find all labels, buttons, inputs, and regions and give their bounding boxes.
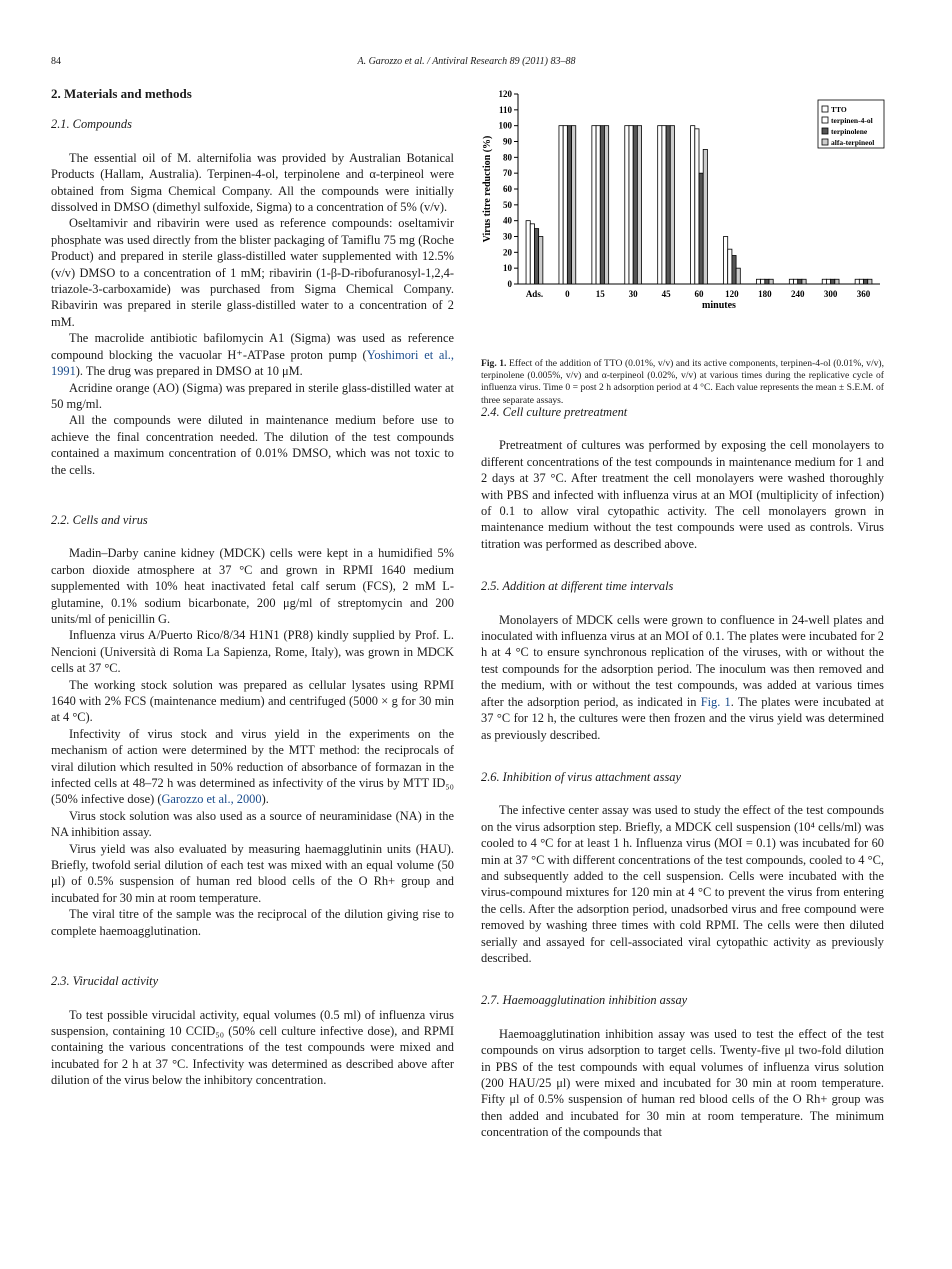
y-tick-label: 50 bbox=[503, 199, 512, 210]
bar bbox=[604, 126, 608, 284]
y-tick-label: 10 bbox=[503, 263, 512, 274]
legend-label: TTO bbox=[831, 105, 847, 114]
paragraph: Virus yield was also evaluated by measuring haemagglutinin units (HAU). Briefly, twofold serial dilution of each test was mixed with an equal volume (50 μl) of 0.5% suspension of human red blood cells of the O Rh+ group and incubated for 30 min at room temperature. bbox=[51, 841, 454, 905]
bar bbox=[728, 249, 732, 284]
y-tick-label: 90 bbox=[503, 136, 512, 147]
bar bbox=[802, 279, 806, 284]
bar bbox=[691, 126, 695, 284]
paragraph: Pretreatment of cultures was performed by exposing the cell monolayers to different concentrations of the test compounds in maintenance medium for 1 and 2 days at 37 °C. After treatment the cell monolayers were washed thoroughly with PBS and infected with influenza virus at an MOI (multiplicity of infection) of 0.1 to allow viral cytopathic activity. The cell monolayers grown in maintenance medium without the test compounds were used as controls. Virus titration was performed as described above. bbox=[481, 438, 884, 551]
figure-caption bbox=[481, 358, 884, 407]
paragraph: All the compounds were diluted in maintenance medium before use to achieve the final concentration needed. The dilution of the test compounds contained a maximum concentration of 0.01% DMSO, which was not toxic to the cells. bbox=[51, 413, 454, 477]
x-tick-label: 240 bbox=[790, 289, 805, 299]
bar bbox=[859, 279, 863, 284]
y-tick-label: 100 bbox=[498, 120, 512, 131]
y-tick-label: 0 bbox=[507, 279, 512, 289]
bar bbox=[769, 279, 773, 284]
bar bbox=[658, 126, 662, 284]
figure-1 bbox=[480, 86, 885, 311]
paragraph: Acridine orange (AO) (Sigma) was prepared in sterile glass-distilled water at 50 mg/ml. bbox=[51, 380, 454, 411]
caption-text: Effect of the addition of TTO (0.01%, v/v) and its active components, terpinen-4-ol (0.01%, v/v), terpinolene (0.005%, v/v) and α-terpineol (0.02%, v/v) at various times during the replicative cycle of influenza virus. Time 0 = post 2 h adsorption period at 4 °C. Each value represents the mean ± S.E.M. of three separate assays. bbox=[481, 358, 884, 406]
paragraph: Virus stock solution was also used as a source of neuraminidase (NA) in the NA inhibition assay. bbox=[51, 808, 454, 840]
journal-citation: A. Garozzo et al. / Antiviral Research 89 (2011) 83–88 bbox=[357, 56, 576, 67]
legend-label: terpinolene bbox=[831, 127, 868, 136]
y-tick-label: 80 bbox=[503, 152, 512, 163]
paragraph: The viral titre of the sample was the reciprocal of the dilution giving rise to complete haemoagglutination. bbox=[51, 907, 454, 938]
legend-swatch bbox=[822, 106, 828, 112]
subsection-heading-time-intervals: 2.5. Addition at different time intervals bbox=[481, 579, 674, 594]
bar bbox=[732, 256, 736, 285]
bar bbox=[629, 126, 633, 284]
y-tick-label: 40 bbox=[503, 215, 512, 226]
x-tick-label: 300 bbox=[823, 289, 838, 299]
bar bbox=[563, 126, 567, 284]
reference-link[interactable]: Garozzo et al., 2000 bbox=[161, 792, 262, 807]
bar bbox=[526, 221, 530, 284]
bar bbox=[592, 126, 596, 284]
bar bbox=[559, 126, 563, 284]
bar bbox=[625, 126, 629, 284]
bar bbox=[724, 237, 728, 285]
bar bbox=[789, 279, 793, 284]
bar bbox=[670, 126, 674, 284]
y-tick-label: 110 bbox=[498, 104, 512, 115]
x-tick-label: 60 bbox=[694, 289, 704, 299]
bar bbox=[868, 279, 872, 284]
legend-label: alfa-terpineol bbox=[831, 138, 875, 147]
x-tick-label: 360 bbox=[856, 289, 871, 299]
legend-label: terpinen-4-ol bbox=[831, 116, 873, 125]
x-tick-label: 30 bbox=[628, 289, 638, 299]
bar bbox=[756, 279, 760, 284]
x-tick-label: 180 bbox=[758, 289, 772, 299]
bar bbox=[822, 279, 826, 284]
legend-swatch bbox=[822, 117, 828, 123]
subsection-heading-cells: 2.2. Cells and virus bbox=[51, 512, 148, 527]
left-column bbox=[51, 86, 454, 1089]
bar bbox=[539, 237, 543, 285]
paragraph: The infective center assay was used to study the effect of the test compounds on the virus adsorption step. Briefly, a MDCK cell suspension (10⁴ cells/ml) was cooled to 4 °C for at least 1 h. Influenza virus (MOI = 0.1) was incubated for 60 min at 37 °C with different concentrations of the test compounds, cooled to 4 °C, and subsequently added to the cell suspension. Cells were incubated with the virus-compound mixtures for 120 min at 4 °C to prevent the virus from entering the cells. After the adsorption period, unadsorbed virus and free compound were removed by washing three times with cold RPMI. The cells were then diluted serially and assayed for cell-associated viral cytopathic activity as previously described. bbox=[481, 803, 884, 965]
y-tick-label: 70 bbox=[503, 168, 512, 179]
bar bbox=[864, 279, 868, 284]
y-tick-label: 120 bbox=[498, 89, 512, 99]
bar bbox=[666, 126, 670, 284]
subsection-heading-virucidal: 2.3. Virucidal activity bbox=[51, 974, 159, 989]
figure-link[interactable]: Fig. 1 bbox=[700, 694, 731, 709]
bar bbox=[703, 149, 707, 284]
bar bbox=[695, 129, 699, 284]
bar bbox=[596, 126, 600, 284]
reference-link[interactable]: Yoshimori et al., 1991 bbox=[51, 347, 454, 379]
y-axis-label: Virus titre reduction (%) bbox=[482, 135, 493, 243]
bar bbox=[835, 279, 839, 284]
bar bbox=[736, 268, 740, 284]
bar bbox=[798, 279, 802, 284]
y-tick-label: 20 bbox=[503, 247, 512, 258]
bar bbox=[600, 126, 604, 284]
bar bbox=[761, 279, 765, 284]
bar bbox=[855, 279, 859, 284]
bar bbox=[699, 173, 703, 284]
bar bbox=[831, 279, 835, 284]
x-tick-label: 15 bbox=[595, 289, 605, 299]
page-number: 84 bbox=[51, 56, 61, 67]
bar bbox=[794, 279, 798, 284]
subsection-heading-haemoagglutination: 2.7. Haemoagglutination inhibition assay bbox=[481, 993, 688, 1008]
paragraph: Influenza virus A/Puerto Rico/8/34 H1N1 (PR8) kindly supplied by Prof. L. Nencioni (Università di Roma La Sapienza, Rome, Italy), was grown in MDCK cells at 37 °C. bbox=[51, 628, 454, 676]
paragraph: Oseltamivir and ribavirin were used as reference compounds: oseltamivir phosphate was used directly from the blister packaging of Tamiflu 75 mg (Roche Product) and prepared in sterile glass-distilled water supplemented with 12.5% (v/v) DMSO to a concentration of 1 mM; ribavirin (1-β-D-ribofuranosyl-1,2,4-triazole-3-carboxamide) was purchased from Sigma Chemical Company. Ribavirin was prepared in sterile glass-distilled water to a concentration of 2 mM. bbox=[51, 216, 454, 329]
paragraph: Infectivity of virus stock and virus yield in the experiments on the mechanism of action were determined by the MTT method: the reciprocals of viral dilution which resulted in 50% reduction of absorbance of formazan in the infected cells at 48–72 h was determined as infectivity of the virus by MTT ID₅₀ (50% infective dose) (Garozzo et al., 2000). bbox=[51, 726, 454, 807]
subsection-heading-attachment: 2.6. Inhibition of virus attachment assay bbox=[481, 769, 681, 784]
x-tick-label: Ads. bbox=[525, 289, 544, 299]
paragraph: The macrolide antibiotic bafilomycin A1 (Sigma) was used as reference compound blocking the vacuolar H⁺-ATPase proton pump (Yoshimori et al., 1991). The drug was prepared in DMSO at 10 μM. bbox=[51, 331, 454, 379]
paragraph: Monolayers of MDCK cells were grown to confluence in 24-well plates and inoculated with influenza virus at an MOI of 0.1. The plates were incubated for 2 h at 4 °C to ensure synchronous replication of the viruses, with or without the test compounds for the adsorption period. The inoculum was then removed and the medium, with or without the test compounds, was added at various times after the adsorption period, as indicated in Fig. 1. The plates were incubated at 37 °C for 12 h, the cultures were then frozen and the virus yield was determined as previously described. bbox=[481, 612, 884, 742]
paragraph: The essential oil of M. alternifolia was provided by Australian Botanical Products (Hallam, Australia). Terpinen-4-ol, terpinolene and α-terpineol were obtained from Sigma Chemical Company. All the compounds were initially dissolved in DMSO (dimethyl sulfoxide, Sigma) to a concentration of 5% (v/v). bbox=[51, 150, 454, 215]
x-tick-label: 45 bbox=[661, 289, 671, 299]
y-tick-label: 30 bbox=[503, 231, 512, 242]
paragraph: Madin–Darby canine kidney (MDCK) cells were kept in a humidified 5% carbon dioxide atmosphere at 37 °C and grown in RPMI 1640 medium supplemented with 10% heat inactivated fetal calf serum (FCS), 2 mM L-glutamine, 0.1% sodium bicarbonate, 200 μg/ml of streptomycin and 200 units/ml of penicillin G. bbox=[51, 546, 454, 626]
subsection-heading-compounds: 2.1. Compounds bbox=[51, 117, 132, 132]
bar bbox=[633, 126, 637, 284]
bar bbox=[765, 279, 769, 284]
paragraph: Haemoagglutination inhibition assay was used to test the effect of the test compounds on virus adsorption to target cells. Twenty-five μl two-fold dilution in PBS of the test compounds with equal volumes of influenza virus solution (200 HAU/25 μl) were mixed and incubated for 30 min at room temperature. Fifty μl of 0.5% suspension of human red blood cells of the O Rh+ group was then added and incubated for 30 min at room temperature. The minimum concentration of the compounds that bbox=[481, 1026, 884, 1140]
bar bbox=[662, 126, 666, 284]
bar bbox=[826, 279, 830, 284]
x-axis-label: minutes bbox=[702, 300, 736, 311]
bar-chart bbox=[480, 86, 885, 311]
paragraph: The working stock solution was prepared as cellular lysates using RPMI 1640 with 2% FCS (maintenance medium) and centrifuged (5000 × g for 30 min at 4 °C). bbox=[51, 677, 454, 725]
y-tick-label: 60 bbox=[503, 184, 512, 194]
bar bbox=[637, 126, 641, 284]
paragraph: To test possible virucidal activity, equal volumes (0.5 ml) of influenza virus suspension, containing 10 CCID₅₀ (50% cell culture infective dose), and RPMI containing the various concentrations of the test compounds were mixed and incubated for 2 h at 37 °C. Infectivity was determined as described above after dilution of the virus below the inhibitory concentration. bbox=[51, 1007, 454, 1088]
bar bbox=[530, 224, 534, 284]
legend-swatch bbox=[822, 139, 828, 145]
caption-label: Fig. 1. bbox=[481, 358, 507, 369]
right-column bbox=[481, 404, 884, 1141]
bar bbox=[572, 126, 576, 284]
bar bbox=[567, 126, 571, 284]
bar bbox=[534, 229, 538, 284]
x-tick-label: 0 bbox=[565, 289, 570, 299]
subsection-heading-pretreatment: 2.4. Cell culture pretreatment bbox=[481, 405, 628, 419]
x-tick-label: 120 bbox=[725, 289, 739, 299]
section-title: 2. Materials and methods bbox=[51, 86, 192, 101]
legend-swatch bbox=[822, 128, 828, 134]
